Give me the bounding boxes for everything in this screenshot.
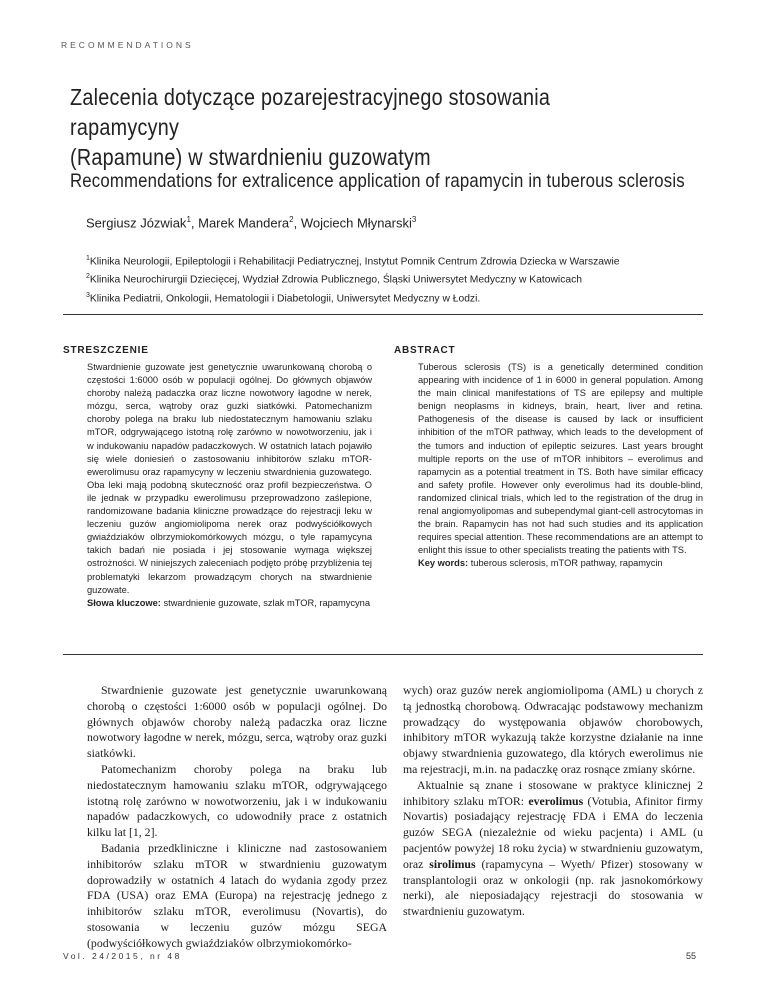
author-affil-ref: 2 (289, 215, 294, 224)
abstract-heading: ABSTRACT (394, 345, 456, 356)
streszczenie-heading: STRESZCZENIE (63, 345, 149, 356)
keywords-label-en: Key words: (418, 558, 469, 569)
author-name: Wojciech Młynarski (300, 215, 412, 231)
affiliations (86, 251, 619, 306)
author-list: Sergiusz Józwiak$^1$, Marek Mandera$^2$, Wojciech Młynarski$^3$ (86, 215, 417, 231)
streszczenie-body: Stwardnienie guzowate jest genetycznie uwarunkowaną chorobą o częstości 1:6000 osób w populacji ogólnej. Do głównych objawów choroby należą padaczka oraz liczne nowotwory łagodne w nerek, mózgu, serca, wątroby oraz guzki siatkówki. Patomechanizm choroby polega na braku lub niedostatecznym hamowaniu szlaku mTOR, odgrywającego istotną rolę zarówno w nowotworzeniu, jak i w indukowaniu napadów padaczkowych. W ostatnich latach pojawiło się wiele doniesień o zastosowaniu inhibitorów szlaku mTOR- ewerolimusu oraz rapamycyny w leczeniu stwardnienia guzowatego. Oba leki mają podobną skuteczność oraz profil bezpieczeństwa. O ile jednak w przypadku ewerolimusu przeprowadzono zaślepione, randomizowane badania kliniczne prowadzące do rejestracji leku w leczeniu guzów angiomiolipoma nerek oraz podwyściółkowych gwiaździaków olbrzymiokomórkowych mózgu, o tyle rapamycyna takich badań nie posiada i jej stosowanie wymaga większej ostrożności. W niniejszych zaleceniach podjęto próbę przybliżenia tej problematyki lekarzom prowadzącym chorych na stwardnienie guzowate. Słowa kluczowe: stwardnienie guzowate, szlak mTOR, rapamycyna (87, 362, 372, 608)
author-name: Marek Mandera (198, 215, 290, 231)
keywords-en: tuberous sclerosis, mTOR pathway, rapamycin (470, 558, 663, 569)
divider-top (63, 314, 703, 315)
body-paragraph: Badania przedkliniczne i kliniczne nad zastosowaniem inhibitorów szlaku mTOR w stwardnieniu guzowatym doprowadziły w ostatnich 4 latach do wydania zgody przez FDA (USA) oraz EMA (Europa) na rejestrację jednego z inhibitorów szlaku mTOR, everolimusu (Novartis), do stosowania w leczeniu guzów mózgu SEGA (podwyściółkowych gwiaździaków olbrzymiokomórko- (87, 840, 387, 950)
body-column-left (87, 683, 387, 952)
affiliation: $^1$Klinika Neurologii, Epileptologii i Rehabilitacji Pediatrycznej, Instytut Pomnik Centrum Zdrowia Dziecka w Warszawie (86, 255, 620, 268)
author-affil-ref: 3 (411, 215, 417, 224)
article-title-polish (70, 82, 620, 172)
body-column-right (403, 683, 703, 920)
title-pl-line-1: Zalecenia dotyczące pozarejestracyjnego stosowania rapamycyny (70, 84, 551, 140)
affiliation: $^2$Klinika Neurochirurgii Dziecięcej, Wydział Zdrowia Publicznego, Śląski Uniwersytet Medyczny w Katowicach (86, 273, 582, 286)
keywords-label-pl: Słowa kluczowe: (87, 597, 161, 608)
page-number: 55 (686, 951, 697, 961)
body-paragraph: Aktualnie są znane i stosowane w praktyce klinicznej 2 inhibitory szlaku mTOR: everolimus (Votubia, Afinitor firmy Novartis) posiadający rejestrację FDA i EMA do leczenia guzów SEGA (niezależnie od wieku pacjenta) i AML (u pacjentów powyżej 18 roku życia) w stwardnieniu guzowatym, oraz sirolimus (rapamycyna – Wyeth/ Pfizer) stosowany w transplantologii oraz w onkologii (np. rak jasnokomórkowy nerki), ale nieposiadający rejestracji do stosowania w stwardnieniu guzowatym. (403, 777, 704, 919)
article-title-english: Recommendations for extralicence application of rapamycin in tuberous sclerosis (70, 170, 685, 192)
body-paragraph: wych) oraz guzów nerek angiomiolipoma (AML) u chorych z tą jednostką chorobową. Odwracając podstawowy mechanizm prowadzący do występowania objawów chorobowych, inhibitory mTOR wykazują także korzystne działanie na inne objawy stwardnienia guzowatego, dla których ewerolimus nie ma rejestracji, m.in. na padaczkę oraz rosnące zmiany skórne. (403, 683, 703, 776)
abstract-body: Tuberous sclerosis (TS) is a genetically determined condition appearing with incidence of 1 in 6000 in general population. Among the main clinical manifestations of TS are epilepsy and multiple benign neoplasms in kidneys, brain, heart, liver and retina. Pathogenesis of the disease is caused by lack or insufficient inhibition of the mTOR pathway, which leads to the development of the tumors and induction of epileptic seizures. Last years brought multiple reports on the use of mTOR inhibitors – everolimus and rapamycin as a potential treatment in TS. Both have similar efficacy and safety profile. However only everolimus had its double-blind, randomized clinical trials, which led to the registration of the drug in renal angiomyolipomas and subependymal giant-cell astrocytomas in the brain. Rapamycin has not had such studies and its application requires special attention. These recommendations are an attempt to enlight this issue to other specialists treating the patients with TS. Key words: tuberous sclerosis, mTOR pathway, rapamycin (418, 362, 703, 569)
author-name: Sergiusz Józwiak (86, 215, 187, 231)
keywords-pl: stwardnienie guzowate, szlak mTOR, rapamycyna (163, 597, 370, 608)
body-paragraph: Stwardnienie guzowate jest genetycznie uwarunkowaną chorobą o częstości 1:6000 osób w populacji ogólnej. Do głównych objawów choroby należą padaczka oraz liczne nowotwory łagodne w nerek, mózgu, serca, wątroby oraz guzki siatkówki. (87, 683, 387, 761)
section-label: RECOMMENDATIONS (61, 40, 194, 50)
author-affil-ref: 1 (186, 215, 191, 224)
drug-name-sirolimus: sirolimus (429, 856, 476, 871)
affiliation: $^3$Klinika Pediatrii, Onkologii, Hematologii i Diabetologii, Uniwersytet Medyczny w Łodzi. (86, 291, 481, 305)
body-paragraph: Patomechanizm choroby polega na braku lub niedostatecznym hamowaniu szlaku mTOR, odgrywającego istotną rolę zarówno w nowotworzeniu, jak i w indukowaniu napadów padaczkowych, co udowodniły prace z ostatnich kilku lat [1, 2]. (87, 761, 387, 840)
footer-volume: Vol. 24/2015, nr 48 (63, 951, 182, 961)
divider-bottom (63, 654, 703, 655)
drug-name-everolimus: everolimus (528, 793, 584, 808)
title-pl-line-2: (Rapamune) w stwardnieniu guzowatym (70, 144, 431, 170)
